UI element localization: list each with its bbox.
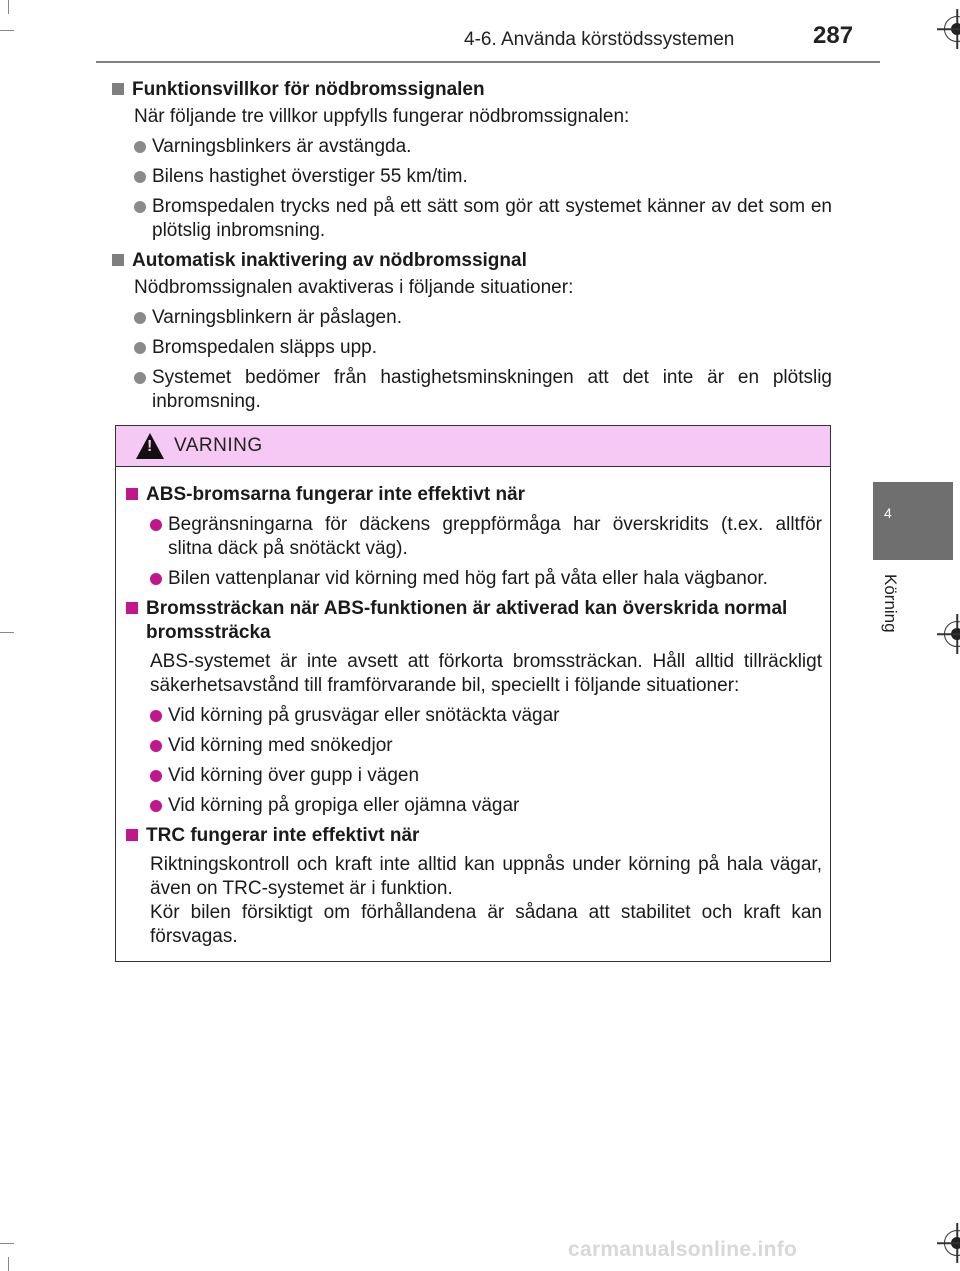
list-item: Bilens hastighet överstiger 55 km/tim. — [134, 165, 832, 189]
circle-bullet-icon — [134, 312, 146, 324]
list-item: Vid körning på grusvägar eller snötäckta vägar — [150, 704, 822, 728]
circle-bullet-icon — [134, 201, 146, 213]
warning-body — [116, 467, 830, 949]
square-bullet-icon — [126, 829, 138, 841]
watermark: carmanualsonline.info — [568, 1238, 798, 1261]
circle-bullet-icon — [134, 171, 146, 183]
registration-mark-bottom-right — [944, 1230, 960, 1256]
circle-bullet-icon — [134, 342, 146, 354]
section-heading: Automatisk inaktivering av nödbromssignal — [112, 249, 832, 273]
circle-bullet-icon — [150, 710, 162, 722]
circle-bullet-icon — [134, 372, 146, 384]
list-item: Bromspedalen trycks ned på ett sätt som gör att systemet känner av det som en plötslig inbromsning. — [134, 195, 832, 243]
square-bullet-icon — [112, 254, 124, 266]
warning-section-heading: TRC fungerar inte effektivt när — [126, 824, 822, 848]
warning-title: VARNING — [174, 435, 263, 456]
warning-section-heading: ABS-bromsarna fungerar inte effektivt när — [126, 483, 822, 507]
circle-bullet-icon — [150, 519, 162, 531]
crop-mark-bottom-left — [0, 1243, 14, 1244]
circle-bullet-icon — [150, 770, 162, 782]
chapter-tab — [873, 482, 953, 560]
list-item: Varningsblinkern är påslagen. — [134, 306, 832, 330]
section-heading: Funktionsvillkor för nödbromssignalen — [112, 78, 832, 102]
section-intro: Nödbromssignalen avaktiveras i följande situationer: — [134, 277, 574, 298]
header-section-title: 4-6. Använda körstödssystemen — [464, 29, 735, 50]
list-item: Vid körning på gropiga eller ojämna vägar — [150, 794, 822, 818]
list-item: Begränsningarna för däckens greppförmåga har överskridits (t.ex. alltför slitna däck på snötäckt väg). — [150, 513, 822, 561]
chapter-number: 4 — [884, 505, 892, 521]
list-item: Vid körning över gupp i vägen — [150, 764, 822, 788]
square-bullet-icon — [126, 488, 138, 500]
warning-triangle-icon: ! — [136, 433, 164, 459]
main-content — [112, 74, 832, 414]
warning-paragraph: Kör bilen försiktigt om förhållandena är sådana att stabilitet och kraft kan försvagas. — [150, 902, 822, 947]
header-rule — [96, 61, 880, 63]
crop-mark-bottom-left-v — [8, 1257, 9, 1271]
warning-paragraph: Riktningskontroll och kraft inte alltid kan uppnås under körning på hala vägar, även on TRC-systemet är i funktion. — [150, 854, 822, 899]
registration-mark-top-right — [944, 16, 960, 42]
list-item: Bilen vattenplanar vid körning med hög fart på våta eller hala vägbanor. — [150, 567, 822, 591]
chapter-label: Körning — [881, 574, 900, 633]
square-bullet-icon — [126, 602, 138, 614]
section-intro: När följande tre villkor uppfylls fungerar nödbromssignalen: — [134, 106, 630, 127]
warning-section-heading: Bromssträckan när ABS-funktionen är aktiverad kan överskrida normal bromssträcka — [126, 597, 822, 645]
warning-paragraph: ABS-systemet är inte avsett att förkorta bromssträckan. Håll alltid tillräckligt säkerhetsavstånd till framförvarande bil, speciellt i följande situationer: — [150, 651, 822, 696]
warning-header — [116, 426, 830, 467]
list-item: Systemet bedömer från hastighetsminskningen att det inte är en plötslig inbromsning. — [134, 366, 832, 414]
page-number: 287 — [813, 22, 854, 49]
list-item: Varningsblinkers är avstängda. — [134, 135, 832, 159]
circle-bullet-icon — [150, 573, 162, 585]
circle-bullet-icon — [134, 141, 146, 153]
crop-mark-mid-left — [0, 632, 14, 633]
list-item: Vid körning med snökedjor — [150, 734, 822, 758]
warning-box — [115, 425, 831, 962]
square-bullet-icon — [112, 83, 124, 95]
registration-mark-mid-right — [944, 621, 960, 647]
circle-bullet-icon — [150, 740, 162, 752]
circle-bullet-icon — [150, 800, 162, 812]
crop-mark-top-left-h — [0, 30, 14, 31]
crop-mark-top-left — [8, 0, 9, 14]
list-item: Bromspedalen släpps upp. — [134, 336, 832, 360]
